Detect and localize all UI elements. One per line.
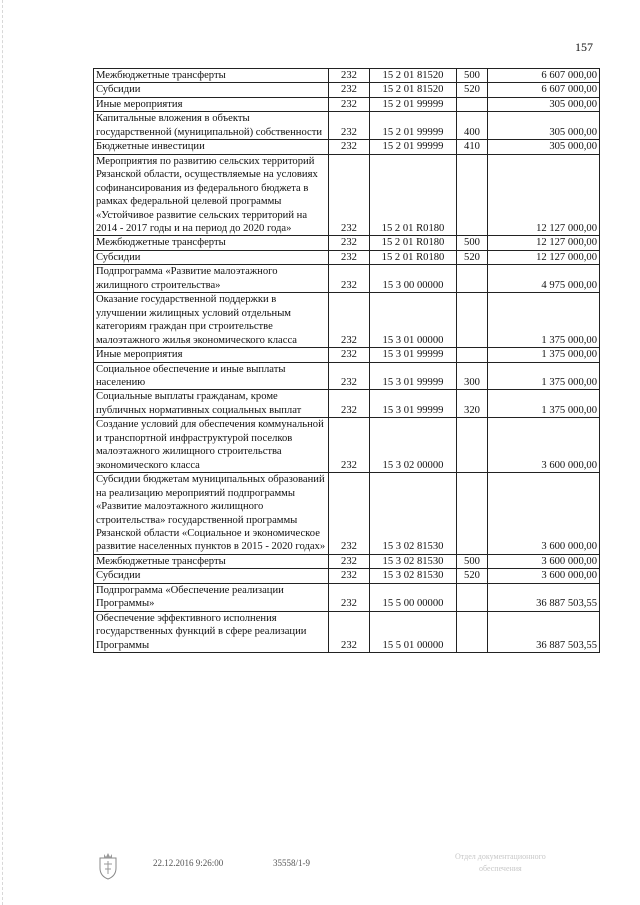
row-gr: 232 [329,140,370,154]
table-row [94,362,600,390]
row-name: Субсидии [94,83,329,97]
row-vr [457,97,488,111]
table-row [94,583,600,611]
page-number: 157 [575,40,593,54]
row-gr: 232 [329,83,370,97]
row-gr: 232 [329,583,370,611]
row-name: Иные мероприятия [94,97,329,111]
row-name: Создание условий для обеспечения коммунальной и транспортной инфраструктурой поселков малоэтажного жилищного строительства экономического класса [94,418,329,473]
row-csr: 15 3 01 99999 [370,390,457,418]
row-vr [457,583,488,611]
row-amount: 12 127 000,00 [488,236,600,250]
budget-table [93,68,600,653]
row-amount: 3 600 000,00 [488,473,600,555]
row-gr: 232 [329,611,370,652]
row-csr: 15 2 01 81520 [370,83,457,97]
row-name: Субсидии [94,250,329,264]
budget-table-body [94,69,600,653]
row-csr: 15 2 01 R0180 [370,154,457,236]
coat-of-arms-icon [97,852,119,880]
stamp-line-2: обеспечения [479,864,522,873]
row-vr: 500 [457,236,488,250]
row-csr: 15 3 02 81530 [370,473,457,555]
row-name: Бюджетные инвестиции [94,140,329,154]
row-vr: 400 [457,112,488,140]
row-gr: 232 [329,293,370,348]
row-vr: 500 [457,554,488,568]
row-vr: 300 [457,362,488,390]
table-row [94,97,600,111]
row-csr: 15 5 00 00000 [370,583,457,611]
row-gr: 232 [329,69,370,83]
row-amount: 305 000,00 [488,112,600,140]
table-row [94,250,600,264]
row-name: Субсидии бюджетам муниципальных образований на реализацию мероприятий подпрограммы «Развитие малоэтажного жилищного строительства» государственной программы Рязанской области «Социальное и экономическое развитие населенных пунктов в 2015 - 2020 годах» [94,473,329,555]
row-vr: 410 [457,140,488,154]
table-row [94,473,600,555]
row-csr: 15 3 02 00000 [370,418,457,473]
row-csr: 15 3 02 81530 [370,554,457,568]
row-amount: 4 975 000,00 [488,265,600,293]
row-gr: 232 [329,265,370,293]
stamp-line-1: Отдел документационного [455,852,546,861]
stamp-watermark [455,851,546,875]
row-amount: 3 600 000,00 [488,418,600,473]
row-vr [457,418,488,473]
row-gr: 232 [329,250,370,264]
row-csr: 15 3 01 00000 [370,293,457,348]
table-row [94,154,600,236]
row-gr: 232 [329,112,370,140]
row-amount: 3 600 000,00 [488,569,600,583]
row-name: Подпрограмма «Обеспечение реализации Программы» [94,583,329,611]
table-row [94,293,600,348]
table-row [94,569,600,583]
row-gr: 232 [329,154,370,236]
row-name: Оказание государственной поддержки в улучшении жилищных условий отдельным категориям граждан при строительстве малоэтажного жилья экономического класса [94,293,329,348]
row-csr: 15 2 01 99999 [370,140,457,154]
row-name: Мероприятия по развитию сельских территорий Рязанской области, осуществляемые на условиях софинансирования из федерального бюджета в рамках федеральной целевой программы «Устойчивое развитие сельских территорий на 2014 - 2017 годы и на период до 2020 года» [94,154,329,236]
row-csr: 15 2 01 99999 [370,97,457,111]
table-row [94,236,600,250]
row-csr: 15 2 01 R0180 [370,250,457,264]
table-row [94,140,600,154]
row-gr: 232 [329,97,370,111]
row-name: Капитальные вложения в объекты государственной (муниципальной) собственности [94,112,329,140]
table-row [94,83,600,97]
row-amount: 12 127 000,00 [488,250,600,264]
row-amount: 1 375 000,00 [488,390,600,418]
row-gr: 232 [329,569,370,583]
row-name: Социальное обеспечение и иные выплаты населению [94,362,329,390]
row-vr: 520 [457,569,488,583]
row-csr: 15 3 00 00000 [370,265,457,293]
row-amount: 36 887 503,55 [488,611,600,652]
row-vr [457,293,488,348]
row-amount: 3 600 000,00 [488,554,600,568]
row-name: Субсидии [94,569,329,583]
table-row [94,69,600,83]
row-vr: 520 [457,250,488,264]
row-name: Обеспечение эффективного исполнения государственных функций в сфере реализации Программы [94,611,329,652]
row-name: Иные мероприятия [94,348,329,362]
row-gr: 232 [329,236,370,250]
row-amount: 1 375 000,00 [488,362,600,390]
row-vr: 320 [457,390,488,418]
row-amount: 6 607 000,00 [488,69,600,83]
row-csr: 15 5 01 00000 [370,611,457,652]
row-vr [457,348,488,362]
row-vr [457,611,488,652]
footer-date: 22.12.2016 9:26:00 [153,858,224,868]
row-csr: 15 2 01 81520 [370,69,457,83]
table-row [94,265,600,293]
table-row [94,554,600,568]
table-row [94,611,600,652]
row-gr: 232 [329,390,370,418]
row-vr [457,265,488,293]
row-name: Межбюджетные трансферты [94,236,329,250]
table-row [94,418,600,473]
row-csr: 15 2 01 R0180 [370,236,457,250]
row-amount: 36 887 503,55 [488,583,600,611]
row-name: Межбюджетные трансферты [94,554,329,568]
table-row [94,112,600,140]
table-row [94,390,600,418]
row-csr: 15 3 01 99999 [370,348,457,362]
footer-doc-id: 35558/1-9 [273,858,310,868]
row-amount: 1 375 000,00 [488,348,600,362]
row-vr [457,154,488,236]
row-amount: 12 127 000,00 [488,154,600,236]
row-gr: 232 [329,473,370,555]
row-name: Социальные выплаты гражданам, кроме публичных нормативных социальных выплат [94,390,329,418]
table-row [94,348,600,362]
row-vr [457,473,488,555]
row-amount: 305 000,00 [488,97,600,111]
row-amount: 305 000,00 [488,140,600,154]
row-name: Межбюджетные трансферты [94,69,329,83]
row-csr: 15 2 01 99999 [370,112,457,140]
row-gr: 232 [329,418,370,473]
row-gr: 232 [329,348,370,362]
row-csr: 15 3 01 99999 [370,362,457,390]
row-amount: 1 375 000,00 [488,293,600,348]
row-vr: 520 [457,83,488,97]
scan-edge-mark [2,0,4,905]
row-name: Подпрограмма «Развитие малоэтажного жилищного строительства» [94,265,329,293]
row-gr: 232 [329,362,370,390]
row-amount: 6 607 000,00 [488,83,600,97]
row-csr: 15 3 02 81530 [370,569,457,583]
row-vr: 500 [457,69,488,83]
row-gr: 232 [329,554,370,568]
